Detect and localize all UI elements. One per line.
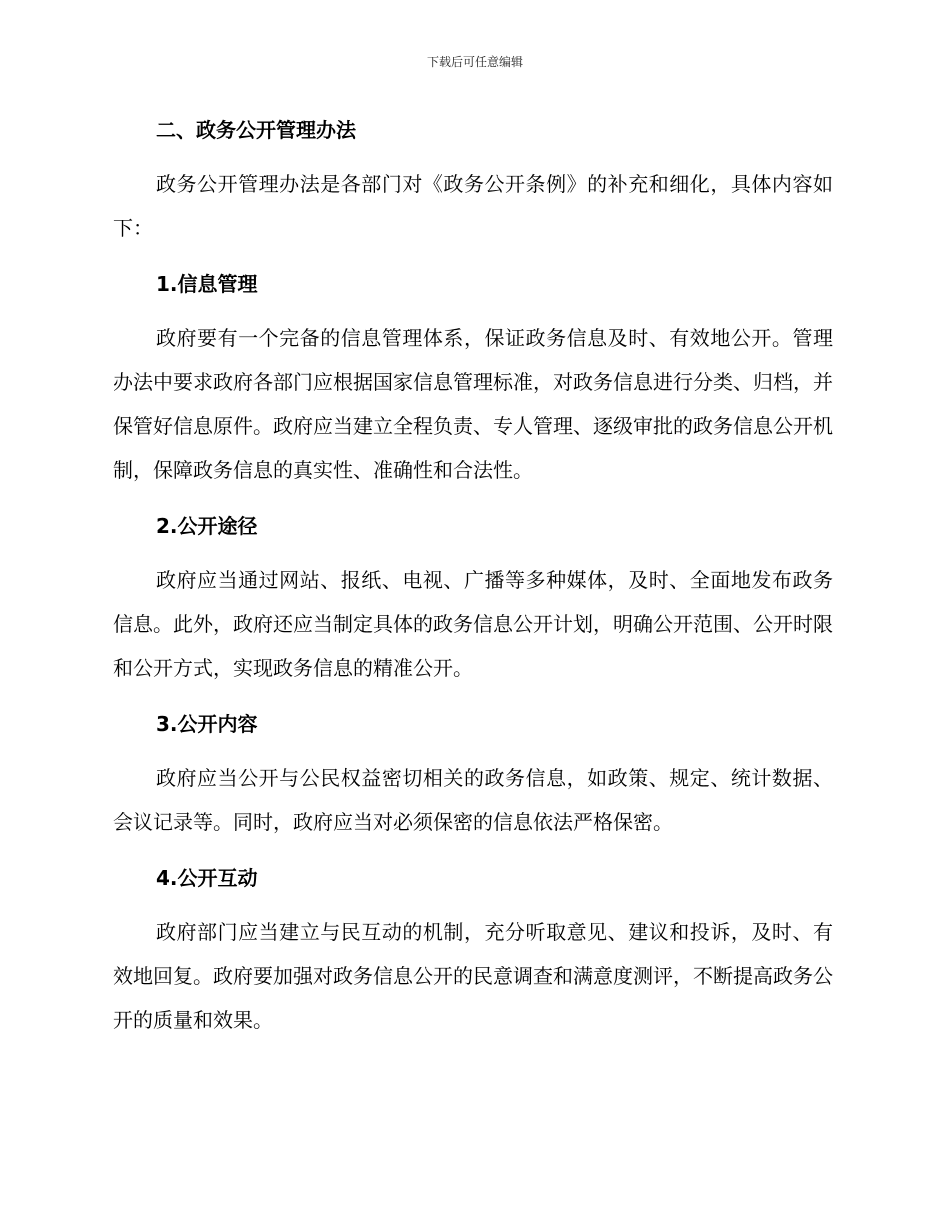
subsection-heading-info-management: 1.信息管理 [156, 272, 258, 296]
subsection-body-public-interaction: 政府部门应当建立与民互动的机制，充分听取意见、建议和投诉，及时、有效地回复。政府要加强对政务信息公开的民意调查和满意度测评，不断提高政务公开的质量和效果。 [113, 920, 833, 1032]
subsection-heading-public-interaction: 4.公开互动 [156, 866, 258, 890]
intro-paragraph: 政务公开管理办法是各部门对《政务公开条例》的补充和细化，具体内容如下： [113, 172, 833, 240]
subsection-heading-disclosure-channels: 2.公开途径 [156, 514, 258, 538]
document-body [113, 108, 833, 1054]
subsection-body-disclosure-channels: 政府应当通过网站、报纸、电视、广播等多种媒体，及时、全面地发布政务信息。此外，政府还应当制定具体的政务信息公开计划，明确公开范围、公开时限和公开方式，实现政务信息的精准公开。 [113, 568, 833, 680]
section-title: 二、政务公开管理办法 [156, 118, 356, 142]
subsection-heading-disclosure-content: 3.公开内容 [156, 712, 258, 736]
page-header: 下载后可任意编辑 [426, 55, 523, 69]
subsection-body-disclosure-content: 政府应当公开与公民权益密切相关的政务信息，如政策、规定、统计数据、会议记录等。同时，政府应当对必须保密的信息依法严格保密。 [113, 766, 833, 834]
subsection-body-info-management: 政府要有一个完备的信息管理体系，保证政务信息及时、有效地公开。管理办法中要求政府各部门应根据国家信息管理标准，对政务信息进行分类、归档，并保管好信息原件。政府应当建立全程负责、专人管理、逐级审批的政务信息公开机制，保障政务信息的真实性、准确性和合法性。 [113, 326, 833, 482]
